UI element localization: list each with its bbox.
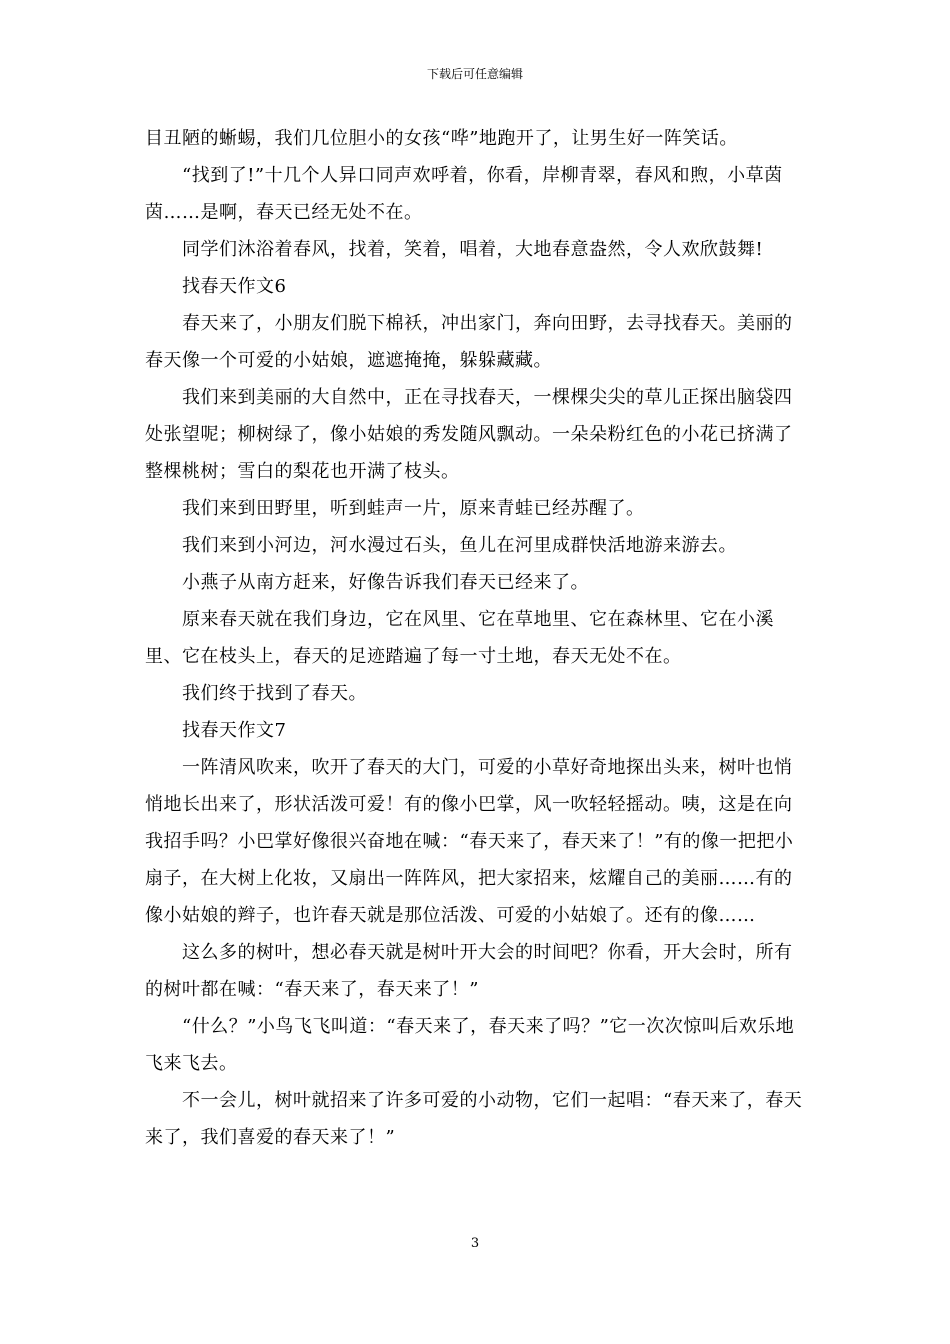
paragraph: 小燕子从南方赶来，好像告诉我们春天已经来了。 xyxy=(182,572,589,593)
page-header: 下载后可任意编辑 xyxy=(426,67,523,81)
section-heading: 找春天作文7 xyxy=(182,720,287,741)
paragraph: 一阵清风吹来，吹开了春天的大门，可爱的小草好奇地探出头来，树叶也悄悄地长出来了，形状活泼可爱！有的像小巴掌，风一吹轻轻摇动。咦，这是在向我招手吗？小巴掌好像很兴奋地在喊：“春天来了，春天来了！”有的像一把把小扇子，在大树上化妆，又扇出一阵阵风，把大家招来，炫耀自己的美丽……有的像小姑娘的辫子，也许春天就是那位活泼、可爱的小姑娘了。还有的像…… xyxy=(145,757,794,926)
paragraph: 目丑陋的蜥蜴，我们几位胆小的女孩“哗”地跑开了，让男生好一阵笑话。 xyxy=(145,128,738,149)
paragraph: “找到了!”十几个人异口同声欢呼着，你看，岸柳青翠，春风和煦，小草茵茵……是啊，春天已经无处不在。 xyxy=(145,165,783,223)
paragraph: 春天来了，小朋友们脱下棉袄，冲出家门，奔向田野，去寻找春天。美丽的春天像一个可爱的小姑娘，遮遮掩掩，躲躲藏藏。 xyxy=(145,313,793,371)
document-body xyxy=(145,120,807,1156)
paragraph: 原来春天就在我们身边，它在风里、它在草地里、它在森林里、它在小溪里、它在枝头上，春天的足迹踏遍了每一寸土地，春天无处不在。 xyxy=(145,609,774,667)
paragraph: 我们终于找到了春天。 xyxy=(182,683,367,704)
paragraph: 我们来到小河边，河水漫过石头，鱼儿在河里成群快活地游来游去。 xyxy=(182,535,737,556)
page-number: 3 xyxy=(470,1236,480,1251)
section-heading: 找春天作文6 xyxy=(182,276,287,297)
paragraph: 同学们沐浴着春风，找着，笑着，唱着，大地春意盎然，令人欢欣鼓舞! xyxy=(182,239,764,260)
paragraph: 不一会儿，树叶就招来了许多可爱的小动物，它们一起唱：“春天来了，春天来了，我们喜爱的春天来了！” xyxy=(145,1090,803,1148)
paragraph: 这么多的树叶，想必春天就是树叶开大会的时间吧？你看，开大会时，所有的树叶都在喊：“春天来了，春天来了！” xyxy=(145,942,793,1000)
paragraph: “什么？”小鸟飞飞叫道：“春天来了，春天来了吗？”它一次次惊叫后欢乐地飞来飞去。 xyxy=(145,1016,795,1074)
paragraph: 我们来到田野里，听到蛙声一片，原来青蛙已经苏醒了。 xyxy=(182,498,645,519)
paragraph: 我们来到美丽的大自然中，正在寻找春天，一棵棵尖尖的草儿正探出脑袋四处张望呢；柳树绿了，像小姑娘的秀发随风飘动。一朵朵粉红色的小花已挤满了整棵桃树；雪白的梨花也开满了枝头。 xyxy=(145,387,793,482)
